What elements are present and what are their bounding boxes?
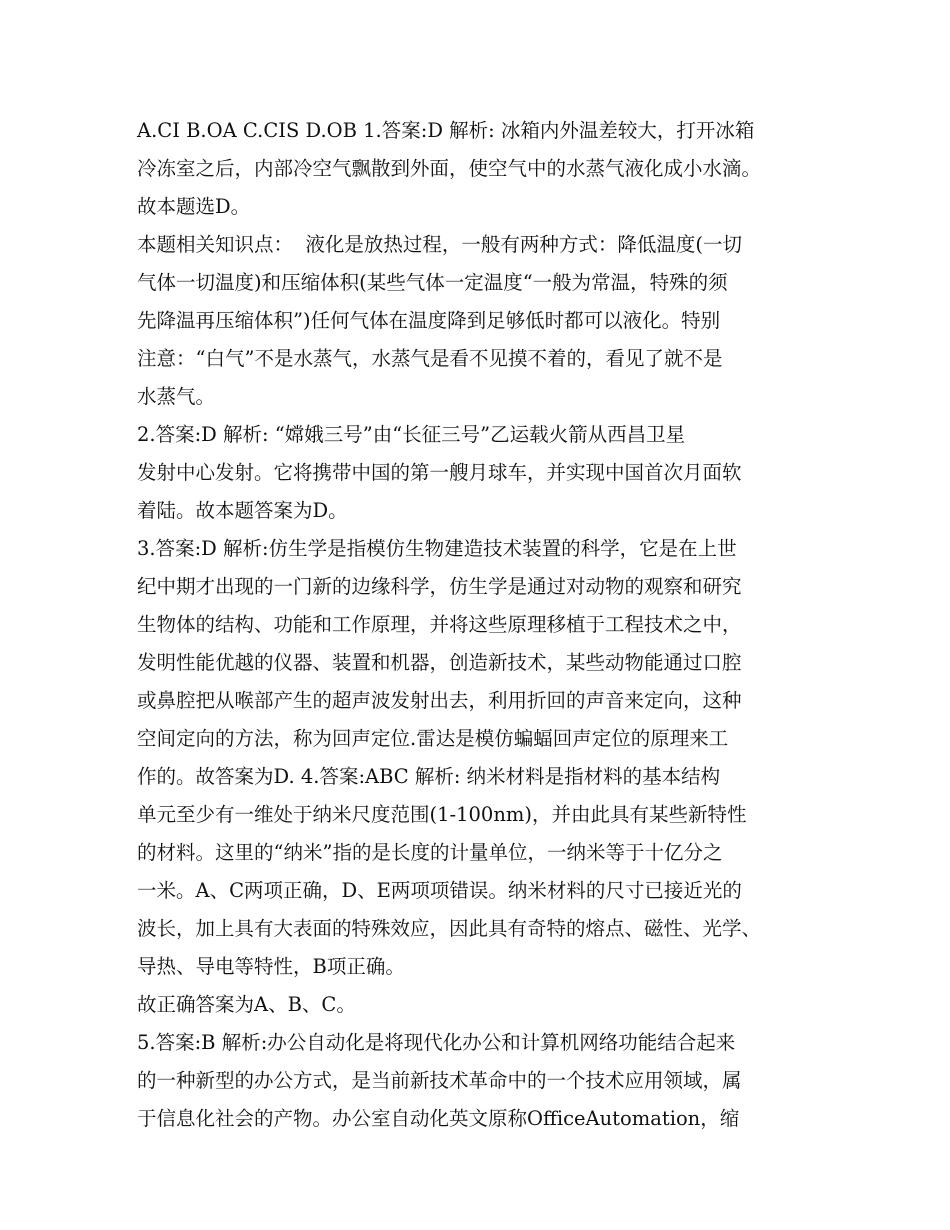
text-line: 本题相关知识点： 液化是放热过程，一般有两种方式：降低温度(一切 [137,233,743,256]
text-line: 故正确答案为A、B、C。 [137,993,356,1016]
text-line: 作的。故答案为D. 4.答案:ABC 解析: 纳米材料是指材料的基本结构 [137,765,721,788]
text-line: 或鼻腔把从喉部产生的超声波发射出去，利用折回的声音来定向，这种 [137,689,742,712]
document-body [137,112,837,1138]
text-line: 导热、导电等特性，B项正确。 [137,955,405,978]
text-line: 发射中心发射。它将携带中国的第一艘月球车，并实现中国首次月面软 [137,461,742,484]
text-line: 一米。A、C两项正确，D、E两项项错误。纳米材料的尺寸已接近光的 [137,879,742,902]
text-line: 2.答案:D 解析: “嫦娥三号”由“长征三号”乙运载火箭从西昌卫星 [137,423,686,446]
text-line: 水蒸气。 [137,385,216,408]
text-line: 空间定向的方法，称为回声定位.雷达是模仿蝙蝠回声定位的原理来工 [137,727,729,750]
text-line: 先降温再压缩体积”)任何气体在温度降到足够低时都可以液化。特别 [137,309,721,332]
text-line: 注意：“白气”不是水蒸气，水蒸气是看不见摸不着的，看见了就不是 [137,347,723,370]
text-line: 着陆。故本题答案为D。 [137,499,348,522]
text-line: A.CI B.OA C.CIS D.OB 1.答案:D 解析: 冰箱内外温差较大，打开冰箱 [137,119,755,142]
text-line: 单元至少有一维处于纳米尺度范围(1-100nm)，并由此具有某些新特性 [137,803,747,826]
text-line: 故本题选D。 [137,195,251,218]
text-line: 气体一切温度)和压缩体积(某些气体一定温度“一般为常温，特殊的须 [137,271,728,294]
text-line: 的一种新型的办公方式，是当前新技术革命中的一个技术应用领域，属 [137,1069,742,1092]
text-line: 5.答案:B 解析:办公自动化是将现代化办公和计算机网络功能结合起来 [137,1031,736,1054]
text-line: 3.答案:D 解析:仿生学是指模仿生物建造技术装置的科学，它是在上世 [137,537,737,560]
text-line: 波长，加上具有大表面的特殊效应，因此具有奇特的熔点、磁性、光学、 [137,917,762,940]
text-line: 的材料。这里的“纳米”指的是长度的计量单位，一纳米等于十亿分之 [137,841,723,864]
text-line: 冷冻室之后，内部冷空气飘散到外面，使空气中的水蒸气液化成小水滴。 [137,157,762,180]
text-line: 发明性能优越的仪器、装置和机器，创造新技术，某些动物能通过口腔 [137,651,742,674]
text-line: 纪中期才出现的一门新的边缘科学，仿生学是通过对动物的观察和研究 [137,575,742,598]
text-line: 于信息化社会的产物。办公室自动化英文原称OfficeAutomation，缩 [137,1107,740,1130]
text-line: 生物体的结构、功能和工作原理，并将这些原理移植于工程技术之中， [137,613,742,636]
